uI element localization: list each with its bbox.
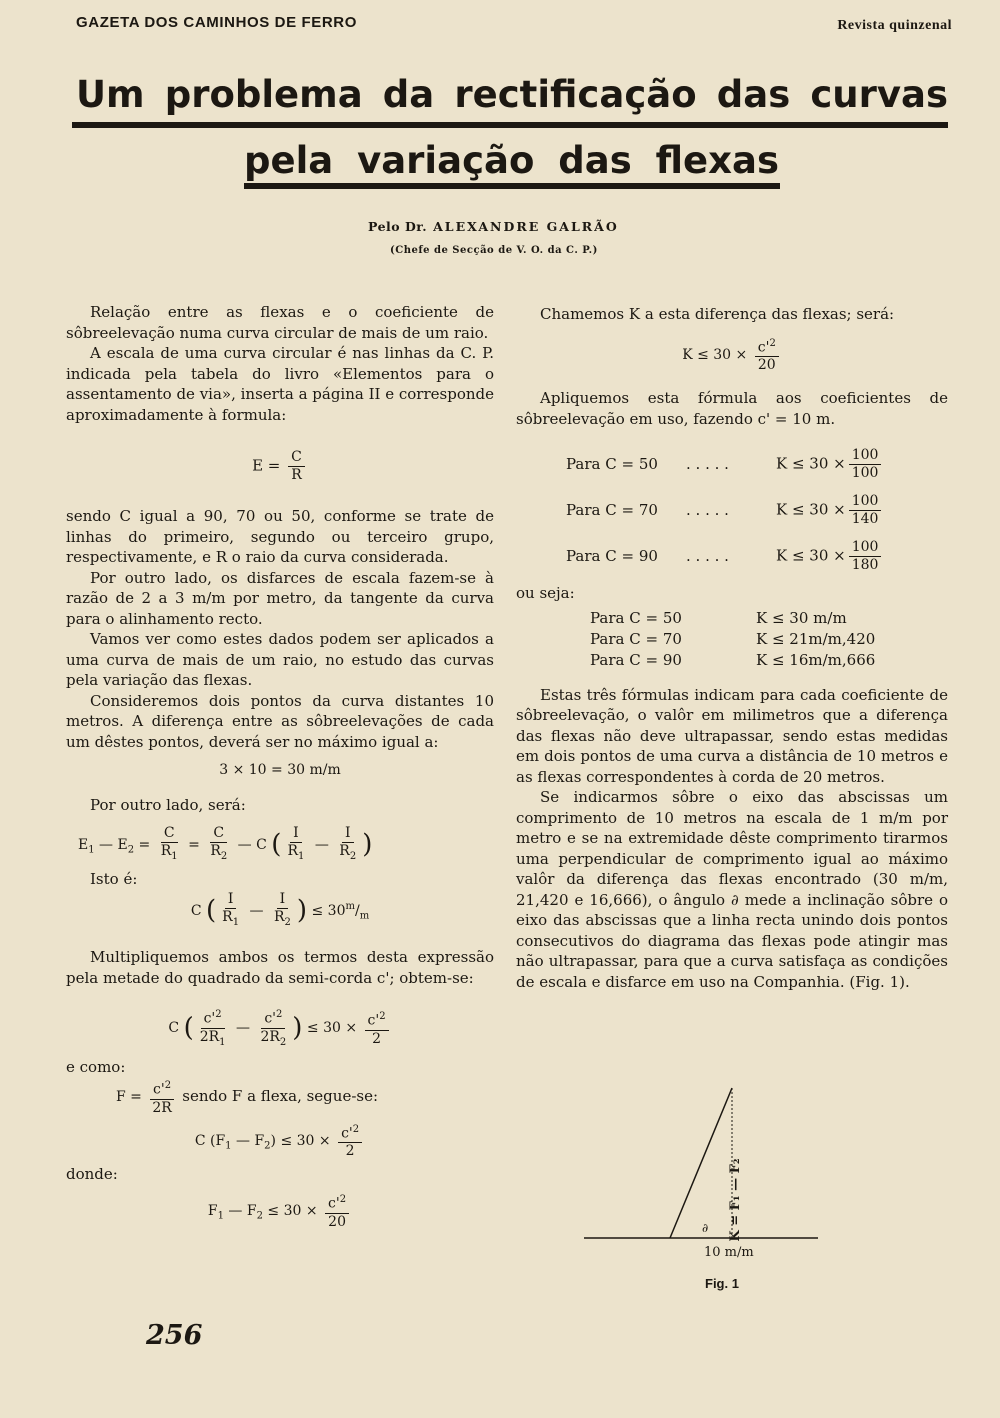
byline (368, 219, 619, 234)
table-row (516, 487, 948, 533)
row-label: Para C = 50 (590, 608, 682, 627)
paragraph: Multipliquemos ambos os termos desta expressão pela metade do quadrado da semi-corda c'; obtem-se: (66, 948, 494, 987)
paragraph: Consideremos dois pontos da curva distantes 10 metros. A diferença entre as sôbreelevações de cada um dêstes pontos, deverá ser no máximo igual a: (66, 691, 494, 751)
formula-e: E = $\frac{C}{R}$ (66, 449, 494, 484)
base-label: 10 m/m (704, 1245, 754, 1260)
formula-ineq3: C ($F_1$ — $F_2) \le 30$ × $\frac{c'^2}{2}$ (66, 1121, 494, 1161)
row-formula: K ≤ 30 × $\frac{100}{100}$ (776, 441, 948, 487)
author-affiliation: (Chefe de Secção de V. O. da C. P.) (390, 245, 598, 256)
paragraph: Isto é: (90, 869, 138, 888)
author-name: ALEXANDRE GALRÃO (433, 219, 619, 234)
paragraph: A escala de uma curva circular é nas linhas da C. P. indicada pela tabela do livro «Elementos para o assentamento de via», inserta a página II e corresponde aproximadamente à formula: (66, 344, 494, 424)
paragraph: Por outro lado, os disfarces de escala fazem-se à razão de 2 a 3 m/m por metro, da tangente da curva para o alinhamento recto. (66, 568, 494, 628)
formula-flexa: F = $\frac{c'^2}{2R}$ sendo F a flexa, segue-se: (116, 1077, 494, 1117)
table-row (516, 533, 948, 579)
article-title-line1: Um problema da rectificação das curvas (76, 73, 948, 116)
title-rule (244, 183, 780, 189)
row-label: Para C = 70 (590, 629, 682, 648)
k-label: K = F₁ — F₂ (728, 1158, 743, 1242)
table-row (516, 629, 948, 650)
row-label: Para C = 90 (590, 650, 682, 669)
formula-ineq4: $F_1$ — $F_2 \le 30$ × $\frac{c'^2}{20}$ (66, 1191, 494, 1231)
journal-name: GAZETA DOS CAMINHOS DE FERRO (76, 14, 357, 31)
paragraph: Se indicarmos sôbre o eixo das abscissas um comprimento de 10 metros na escala de 1 m/m por metro e se na extremidade dêste comprimento tirarmos uma perpendicular de comprimento igual ao máximo valôr da diferença das flexas encontrado (30 m/m, 21,420 e 16,666), o ângulo ∂ mede a inclinação sôbre o eixo das abscissas que a linha recta unindo dois pontos consecutivos do diagrama das flexas pode atingir mas não ultrapassar, para que a curva satisfaça as condições de escala e disfarce em uso na Companhia. (Fig. 1). (516, 788, 948, 991)
table-row (516, 441, 948, 487)
row-value: K ≤ 21m/m,420 (756, 629, 876, 648)
paragraph: Apliquemos esta fórmula aos coeficientes de sôbreelevação em uso, fazendo c' = 10 m. (516, 389, 948, 428)
article-title-line2: pela variação das flexas (244, 139, 779, 182)
row-label: Para C = 50 (566, 454, 658, 473)
formula-ineq2: C ( $\frac{c'^2}{2R_1}$ — $\frac{c'^2}{2R_2}$ ) ≤ 30 × $\frac{c'^2}{2}$ (66, 1006, 494, 1050)
results-table (516, 608, 948, 671)
formula-e1-e2: $E_1$ — $E_2$ = $\frac{C}{R_1}$ = $\frac{C}{R_2}$ — C ( $\frac{I}{R_1}$ — $\frac{I}{R_2}$ ) (78, 825, 373, 862)
row-label: Para C = 70 (566, 500, 658, 519)
paragraph: ou seja: (516, 584, 575, 603)
right-column (516, 304, 948, 992)
figure-caption: Fig. 1 (705, 1276, 739, 1291)
paragraph: donde: (66, 1165, 118, 1184)
row-formula: K ≤ 30 × $\frac{100}{140}$ (776, 487, 948, 533)
row-label: Para C = 90 (566, 546, 658, 565)
formula-30mm: 3 × 10 = 30 m/m (219, 762, 341, 778)
page-number: 256 (146, 1320, 203, 1351)
left-column (66, 302, 494, 1231)
row-dots: . . . . . (686, 454, 729, 473)
row-value: K ≤ 30 m/m (756, 608, 847, 627)
row-value: K ≤ 16m/m,666 (756, 650, 876, 669)
table-row (516, 608, 948, 629)
row-dots: . . . . . (686, 500, 729, 519)
paragraph: sendo C igual a 90, 70 ou 50, conforme se trate de linhas do primeiro, segundo ou terceiro grupo, respectivamente, e R o raio da curva considerada. (66, 507, 494, 566)
paragraph: Por outro lado, será: (90, 795, 246, 814)
formula-k: K ≤ 30 × $\frac{c'^2}{20}$ (516, 335, 948, 375)
paragraph: Chamemos K a esta diferença das flexas; será: (540, 305, 895, 323)
paragraph: Estas três fórmulas indicam para cada coeficiente de sôbreelevação, o valôr em milimetros que a diferença das flexas não deve ultrapassar, sendo estas medidas em dois pontos de uma curva a distância de 10 metros e as flexas correspondentes à corda de 20 metros. (516, 685, 948, 786)
row-dots: . . . . . (686, 546, 729, 565)
byline-prefix: Pelo Dr. (368, 219, 428, 234)
angle-label: ∂ (702, 1221, 709, 1235)
table-row (516, 650, 948, 671)
paragraph: e como: (66, 1057, 126, 1076)
paragraph: Relação entre as flexas e o coeficiente de sôbreelevação numa curva circular de mais de um raio. (66, 303, 494, 342)
formula-ineq1: C ( $\frac{I}{R_1}$ — $\frac{I}{R_2}$ ) ≤ $30^m/_m$ (190, 891, 370, 929)
paragraph: Vamos ver como estes dados podem ser aplicados a uma curva de mais de um raio, no estudo das curvas pela variação das flexas. (66, 630, 494, 689)
row-formula: K ≤ 30 × $\frac{100}{180}$ (776, 533, 948, 579)
coefficient-table (516, 441, 948, 579)
title-rule (72, 122, 948, 128)
slope-line (670, 1088, 732, 1238)
figure-diagram (584, 1080, 824, 1280)
journal-tagline: Revista quinzenal (837, 18, 952, 33)
